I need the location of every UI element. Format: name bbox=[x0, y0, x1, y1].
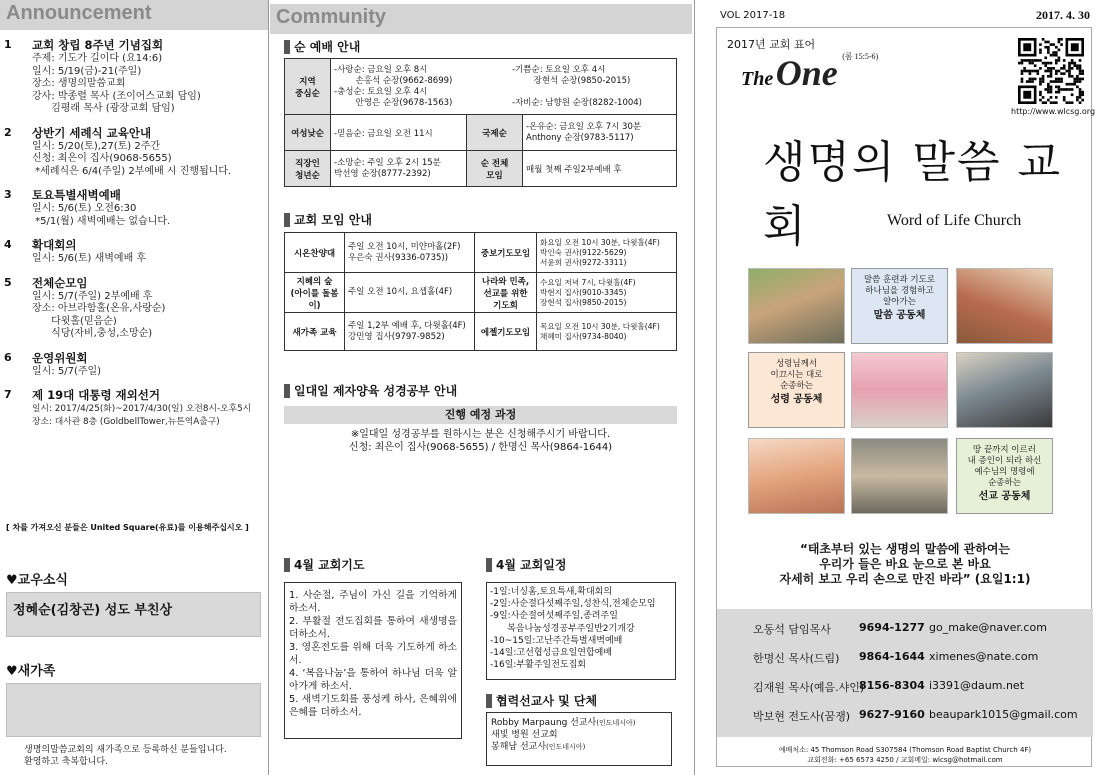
mission-item bbox=[491, 717, 667, 729]
schedule-section-title: 4월 교회일정 bbox=[486, 556, 567, 573]
word-community-card bbox=[851, 268, 948, 344]
region-line-left: -충성순: 토요일 오후 4시 bbox=[334, 86, 428, 97]
announcement-item bbox=[4, 38, 266, 116]
staff-email[interactable]: i3391@daum.net bbox=[929, 679, 1025, 692]
announcement-title: 전체순모임 bbox=[32, 275, 88, 290]
region-line-right: -자비순: 남향원 순장(8282-1004) bbox=[512, 97, 642, 108]
staff-email[interactable]: beaupark1015@gmail.com bbox=[929, 708, 1078, 721]
study-section-title: 일대일 제자양육 성경공부 안내 bbox=[284, 382, 457, 399]
photo-children bbox=[748, 438, 845, 514]
bulletin-date: 2017. 4. 30 bbox=[1036, 8, 1090, 22]
prayer-item: 3. 영혼전도를 위해 더욱 기도하게 하소서. bbox=[289, 642, 457, 666]
meeting-detail bbox=[537, 233, 677, 273]
youth-label: 직장인 청년순 bbox=[285, 151, 331, 187]
staff-phone: 9694-1277 bbox=[859, 621, 925, 634]
staff-email[interactable]: go_make@naver.com bbox=[929, 621, 1047, 634]
region-label: 지역 중심순 bbox=[285, 59, 331, 115]
region-line bbox=[334, 65, 673, 76]
announcement-column bbox=[0, 0, 268, 775]
announcement-number: 1 bbox=[4, 38, 12, 51]
card-line: 이끄시는 대로 bbox=[770, 370, 823, 380]
card-line: 말씀 훈련과 기도로 bbox=[863, 275, 936, 285]
schedule-item: -1일:너싱홈,토요특새,확대회의 bbox=[490, 587, 613, 597]
mission-item bbox=[491, 729, 667, 741]
the-one-logo: The One $^{(롬 15:5-6)}$ bbox=[741, 52, 879, 93]
announcement-title: 확대회의 bbox=[32, 238, 77, 252]
intl-cell: -온유순: 금요일 오후 7시 30분 Anthony 순장(9783-5117) bbox=[523, 115, 677, 151]
schedule-box bbox=[486, 582, 676, 680]
section-bar-icon bbox=[486, 694, 492, 708]
mission-name: 봉해남 선교사 bbox=[491, 742, 547, 752]
member-news-box bbox=[6, 592, 261, 637]
announcement-line: 일시: 5/7(주일) 2부예배 후 bbox=[32, 290, 153, 302]
section-bar-icon bbox=[284, 384, 290, 398]
schedule-item: -14일:고선협성금요일연합예배 bbox=[490, 648, 613, 659]
intl-label: 국제순 bbox=[467, 115, 523, 151]
meeting-detail-line: 강민영 집사(9797-9852) bbox=[348, 331, 445, 342]
announcement-line: 장소: 아브라함홀(온유,사랑순) bbox=[32, 303, 166, 314]
announcement-line: 일시: 5/20(토),27(토) 2주간 bbox=[32, 140, 161, 152]
meeting-detail bbox=[345, 233, 475, 273]
all-label: 순 전체 모임 bbox=[467, 151, 523, 187]
prayer-box bbox=[284, 582, 462, 739]
bible-verse: “태초부터 있는 생명의 말씀에 관하여는 우리가 들은 바요 눈으로 본 바요 자세히 보고 우리 손으로 만진 바라” (요일1:1) bbox=[779, 542, 1031, 586]
mission-community-card bbox=[956, 438, 1053, 514]
community-header: Community bbox=[270, 4, 692, 34]
staff-name: 박보현 전도사(꿈쟁) bbox=[753, 710, 851, 723]
announcement-line: *세례식은 6/4(주일) 2부예배 시 진행됩니다. bbox=[32, 165, 232, 177]
announcement-item bbox=[4, 238, 266, 266]
meeting-detail bbox=[537, 273, 677, 313]
meeting-label: 지혜의 숲 (아이를 돌봄이) bbox=[285, 273, 345, 313]
schedule-item: 복음나눔성경공부주일반2기개강 bbox=[490, 623, 635, 634]
schedule-item: -2일:사순절다섯째주일,성찬식,전체순모임 bbox=[490, 599, 656, 610]
announcement-line: 일시: 5/7(주일) bbox=[32, 365, 102, 377]
meeting-table bbox=[284, 232, 677, 351]
card-strong: 선교 공동체 bbox=[978, 491, 1031, 502]
staff-name: 한명신 목사(드림) bbox=[753, 652, 840, 665]
member-news-text: 정혜순(김창곤) 성도 부친상 bbox=[13, 603, 173, 618]
mission-item bbox=[491, 741, 667, 753]
announcement-title: 운영위원회 bbox=[32, 350, 88, 365]
meeting-detail bbox=[345, 313, 475, 351]
women-cell: -믿음순: 금요일 오전 11시 bbox=[331, 115, 467, 151]
women-label: 여성낮순 bbox=[285, 115, 331, 151]
announcement-number: 7 bbox=[4, 388, 12, 401]
announcement-title: 토요특별새벽예배 bbox=[32, 188, 121, 202]
announcement-line: 김평래 목사 (광장교회 담임) bbox=[32, 103, 175, 114]
staff-name: 오동석 담임목사 bbox=[753, 623, 831, 636]
announcement-header: Announcement bbox=[0, 0, 268, 30]
new-family-text bbox=[7, 684, 260, 696]
announcement-number: 2 bbox=[4, 125, 12, 139]
mission-name: 새빛 병원 선교회 bbox=[491, 730, 558, 740]
meeting-section-title: 교회 모임 안내 bbox=[284, 211, 372, 228]
card-line: 땅 끝까지 이르러 bbox=[973, 445, 1036, 455]
meeting-detail-line: 박인숙 권사(9122-5629) bbox=[540, 247, 627, 257]
photo-congregation bbox=[851, 438, 948, 514]
announcement-item bbox=[4, 388, 266, 428]
meeting-detail-line: 주일 오전 10시, 요셉홀(4F) bbox=[348, 287, 453, 297]
photo-gathering bbox=[956, 268, 1053, 344]
announcement-item bbox=[4, 188, 266, 228]
announcement-line: 다윗홀(믿음순) bbox=[32, 315, 117, 327]
region-cell bbox=[331, 59, 677, 115]
card-line: 예수님의 명령에 bbox=[974, 467, 1035, 477]
schedule-item: -10~15일:고난주간특별새벽예배 bbox=[490, 635, 623, 646]
announcement-number: 4 bbox=[4, 238, 12, 251]
announcement-title: 교회 창립 8주년 기념집회 bbox=[32, 38, 164, 52]
announcement-number: 6 bbox=[4, 350, 12, 364]
study-body: ※일대일 성경공부를 원하시는 분은 신청해주시기 바랍니다. 신청: 최은이 집사(9068-5655) / 한명신 목사(9864-1644) bbox=[348, 429, 613, 453]
card-line: 알아가는 bbox=[883, 297, 916, 307]
announcement-list bbox=[4, 38, 266, 438]
meeting-detail-line: 채혜미 집사(9734-8040) bbox=[540, 331, 627, 341]
announcement-item bbox=[4, 351, 266, 379]
new-family-title: ♥새가족 bbox=[6, 664, 56, 679]
prayer-item: 5. 새벽기도회를 풍성케 하사, 은혜위에 은혜를 더하소서. bbox=[289, 694, 457, 718]
meeting-detail-line: 서윤희 권사(9272-3311) bbox=[540, 257, 627, 267]
region-line bbox=[334, 76, 673, 87]
english-church-title: Word of Life Church bbox=[887, 212, 1022, 229]
cover-column bbox=[716, 0, 1094, 775]
announcement-line: *5/1(월) 새벽예배는 없습니다. bbox=[32, 215, 171, 227]
meeting-detail-line: 장현석 집사(9850-2015) bbox=[540, 297, 627, 307]
section-bar-icon bbox=[284, 558, 290, 572]
announcement-line: 식당(자비,충성,소망순) bbox=[32, 328, 153, 339]
card-line: 내 증인이 되라 하신 bbox=[967, 456, 1042, 466]
divider bbox=[268, 0, 269, 775]
meeting-detail-line: 우은숙 권사(9336-0735)) bbox=[348, 252, 449, 263]
announcement-number: 3 bbox=[4, 188, 12, 201]
announcement-line: 일시: 5/6(토) 오전6:30 bbox=[32, 203, 137, 214]
soon-table bbox=[284, 58, 677, 187]
all-cell: 매월 첫째 주일2부예배 후 bbox=[523, 151, 677, 187]
member-news-title: ♥교우소식 bbox=[6, 573, 68, 588]
announcement-line: 주제: 기도가 길이다 (요14:6) bbox=[32, 53, 163, 64]
staff-phone: 9627-9160 bbox=[859, 708, 925, 721]
announcement-line: 강사: 박종렬 목사 (조이어스교회 담임) bbox=[32, 90, 201, 102]
prayer-section-title: 4월 교회기도 bbox=[284, 556, 365, 573]
meeting-detail-line: 화요일 오전 10시 30분, 다윗홀(4F) bbox=[540, 237, 660, 247]
card-strong: 성령 공동체 bbox=[770, 394, 823, 405]
mission-location: (인도네시아) bbox=[596, 719, 636, 727]
announcement-line: 장소: 생명의말씀교회 bbox=[32, 78, 126, 89]
card-line: 순종하는 bbox=[988, 478, 1021, 488]
divider bbox=[694, 0, 695, 775]
staff-phone: 8156-8304 bbox=[859, 679, 925, 692]
region-line-right: 장현석 순장(9850-2015) bbox=[512, 75, 631, 86]
staff-directory bbox=[717, 609, 1093, 737]
schedule-item: -9일:사순절여섯째주일,종려주일 bbox=[490, 611, 618, 622]
region-line bbox=[334, 87, 673, 98]
church-address: 예배처소: 45 Thomson Road S307584 (Thomson Road Baptist Church 4F) 교회전화: +65 6573 4250 / 교회메일: wlcsg@hotmail.com bbox=[778, 746, 1032, 764]
staff-name: 김재원 목사(예음.샤인) bbox=[753, 681, 865, 694]
mission-name: Robby Marpaung 선교사 bbox=[491, 718, 597, 728]
volume-label: VOL 2017-18 bbox=[720, 10, 786, 21]
meeting-detail-line: 목요일 오전 10시 30분, 다윗홀(4F) bbox=[540, 321, 660, 331]
qr-code-icon bbox=[1018, 38, 1084, 104]
photo-group bbox=[956, 352, 1053, 428]
korean-church-title: 생명의 말씀 교회 bbox=[763, 137, 1062, 252]
region-line-right: -기쁨순: 토요일 오후 4시 bbox=[512, 64, 606, 75]
announcement-item bbox=[4, 276, 266, 341]
meeting-label: 시온찬양대 bbox=[285, 233, 345, 273]
region-line-left: 안영은 순장(9678-1563) bbox=[334, 97, 453, 108]
section-bar-icon bbox=[284, 213, 290, 227]
motto-label: 2017년 교회 표어 bbox=[727, 38, 816, 51]
study-course-head: 진행 예정 과정 bbox=[284, 406, 677, 424]
section-bar-icon bbox=[486, 558, 492, 572]
card-line: 순종하는 bbox=[780, 381, 813, 391]
soon-section-title: 순 예배 안내 bbox=[284, 38, 360, 55]
announcement-title: 제 19대 대통령 재외선거 bbox=[32, 388, 160, 402]
announcement-line: 일시: 5/19(금)-21(주일) bbox=[32, 65, 142, 77]
parking-note: [ 차를 가져오신 분들은 United Square(유료)를 이용해주십시오 ] bbox=[6, 523, 249, 532]
announcement-line: 일시: 2017/4/25(화)~2017/4/30(일) 오전8시-오후5시 bbox=[32, 404, 252, 414]
church-url[interactable]: http://www.wlcsg.org bbox=[1011, 107, 1096, 116]
card-strong: 말씀 공동체 bbox=[873, 310, 926, 321]
youth-cell: -소망순: 주일 오후 2시 15분 박선영 순장(8777-2392) bbox=[331, 151, 467, 187]
mission-location: (인도네시아) bbox=[546, 743, 586, 751]
card-line: 성령님께서 bbox=[775, 359, 818, 369]
community-column bbox=[270, 0, 694, 775]
announcement-line: 일시: 5/6(토) 새벽예배 후 bbox=[32, 253, 147, 264]
announcement-number: 5 bbox=[4, 275, 12, 289]
missions-box bbox=[486, 712, 672, 766]
meeting-detail-line: 주일 1,2부 예배 후, 다윗홀(4F) bbox=[348, 320, 466, 331]
meeting-detail bbox=[537, 313, 677, 351]
spirit-community-card bbox=[748, 352, 845, 428]
meeting-detail-line: 박현지 집사(9010-3345) bbox=[540, 287, 627, 297]
region-line bbox=[334, 98, 673, 109]
card-line: 하나님을 경험하고 bbox=[865, 286, 934, 296]
prayer-item: 1. 사순절, 주님이 가신 길을 기억하게 하소서. bbox=[289, 590, 457, 614]
photo-family bbox=[851, 352, 948, 428]
new-family-box bbox=[6, 683, 261, 737]
meeting-detail-line: 주일 오전 10시, 미얀마홀(2F) bbox=[348, 241, 461, 252]
schedule-item: -16일:부활주일전도집회 bbox=[490, 660, 586, 671]
region-line-left: 손홍석 순장(9662-8699) bbox=[334, 75, 453, 86]
staff-phone: 9864-1644 bbox=[859, 650, 925, 663]
staff-email[interactable]: ximenes@nate.com bbox=[929, 650, 1039, 663]
new-family-footnote: 생명의말씀교회의 새가족으로 등록하신 분들입니다. 환영하고 축복합니다. bbox=[24, 745, 227, 767]
announcement-item bbox=[4, 126, 266, 179]
meeting-label: 에젤기도모임 bbox=[475, 313, 537, 351]
photo-worship bbox=[748, 268, 845, 344]
meeting-label: 새가족 교육 bbox=[285, 313, 345, 351]
meeting-detail-line: 수요일 저녁 7시, 다윗홀(4F) bbox=[540, 277, 636, 287]
meeting-label: 나라와 민족, 선교를 위한 기도회 bbox=[475, 273, 537, 313]
meeting-label: 중보기도모임 bbox=[475, 233, 537, 273]
announcement-line: 신청: 최은이 집사(9068-5655) bbox=[32, 153, 172, 164]
announcement-line: 장소: 대사관 8층 (GoldbellTower,뉴튼역A출구) bbox=[32, 416, 220, 427]
prayer-item: 2. 부활절 전도집회를 통하여 새생명을 더하소서. bbox=[289, 616, 457, 640]
cover-frame bbox=[716, 27, 1096, 767]
announcement-title: 상반기 세례식 교육안내 bbox=[32, 125, 152, 140]
missions-section-title: 협력선교사 및 단체 bbox=[486, 692, 597, 709]
region-line-left: -사랑순: 금요일 오후 8시 bbox=[334, 64, 428, 75]
meeting-detail bbox=[345, 273, 475, 313]
prayer-item: 4. ‘복음나눔’을 통하여 하나님 더욱 알아가게 하소서. bbox=[289, 668, 457, 692]
section-bar-icon bbox=[284, 40, 290, 54]
